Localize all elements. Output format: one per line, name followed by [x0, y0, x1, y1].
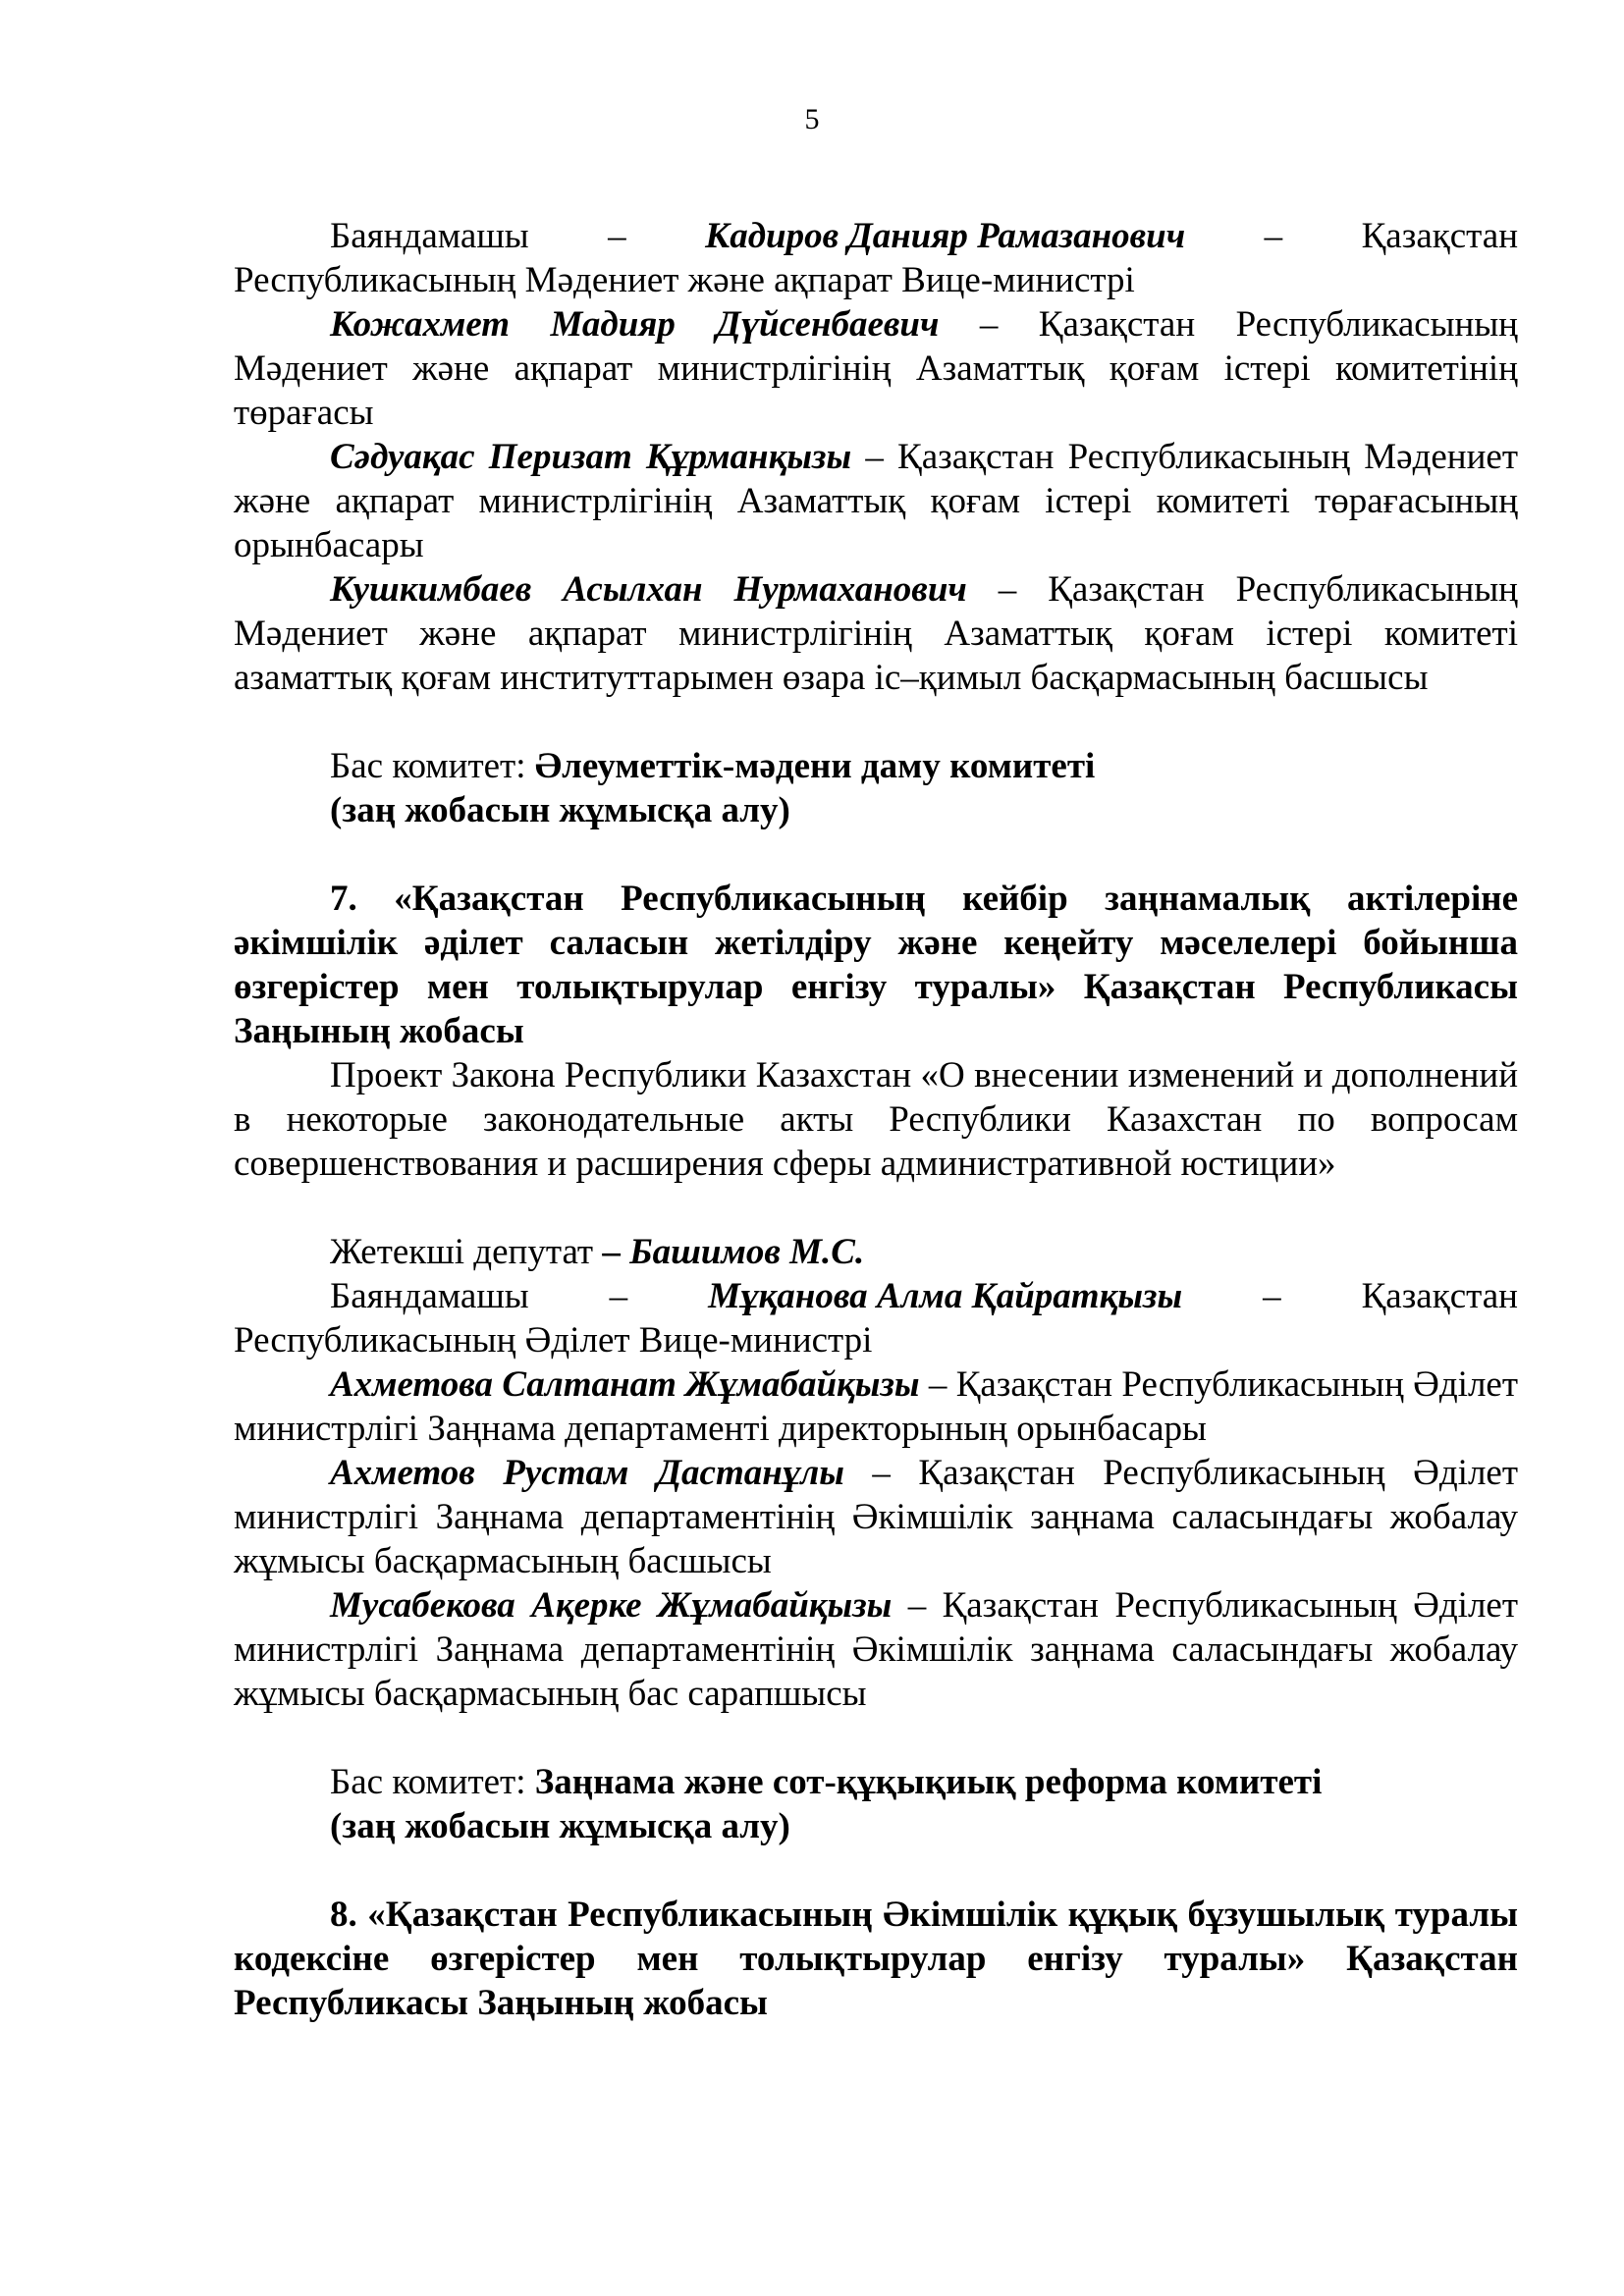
- lead-name: Башимов М.С.: [629, 1232, 865, 1272]
- speaker-dash-2: –: [1264, 216, 1283, 256]
- committee-name: Заңнама және сот-құқықиық реформа комитеті: [525, 1762, 1323, 1802]
- page-number: 5: [804, 103, 820, 135]
- speaker-dash: –: [609, 1276, 628, 1316]
- spacer: [234, 700, 1518, 744]
- speaker-dash: –: [608, 216, 626, 256]
- co-speaker-entry: [234, 1583, 1518, 1716]
- co-speaker-role: – Қазақстан Республикасының Мәдениет және ақпарат министрлігінің Азаматтық қоғам істері комитеті азаматтық қоғам институттарымен өзара іс–қимыл басқармасының басшысы: [234, 569, 1518, 698]
- lead-dash: –: [593, 1232, 630, 1272]
- spacer: [234, 1186, 1518, 1230]
- speaker-label: Баяндамашы: [330, 216, 529, 256]
- section-8-title: 8. «Қазақстан Республикасының Әкімшілік құқық бұзушылық туралы кодексіне өзгерістер мен толықтырулар енгізу туралы» Қазақстан Республикасы Заңының жобасы: [234, 1895, 1518, 2023]
- co-speaker-role: – Қазақстан Республикасының Әділет министрлігі Заңнама департаментінің Әкімшілік заңнама саласындағы жобалау жұмысы басқармасының басшысы: [234, 1453, 1518, 1581]
- co-speaker-role: – Қазақстан Республикасының Мәдениет және ақпарат министрлігінің Азаматтық қоғам істері комитетінің төрағасы: [234, 304, 1518, 433]
- co-speaker-role: – Қазақстан Республикасының Әділет министрлігі Заңнама департаменті директорының орынбасары: [234, 1364, 1518, 1449]
- lead-label: Жетекші депутат: [330, 1232, 594, 1272]
- committee-note: (заң жобасын жұмысқа алу): [330, 790, 790, 830]
- co-speaker-name: Сәдуақас Перизат Құрманқызы: [330, 437, 852, 477]
- speaker-org-rest: Республикасының Әділет Вице-министрі: [234, 1320, 873, 1361]
- speaker-name: Мұқанова Алма Қайратқызы: [708, 1276, 1183, 1316]
- committee-label: Бас комитет: [330, 746, 516, 786]
- co-speaker-name: Кожахмет Мадияр Дүйсенбаевич: [330, 304, 940, 345]
- committee-note: (заң жобасын жұмысқа алу): [330, 1806, 790, 1846]
- document-body: [234, 214, 1518, 2025]
- co-speaker-name: Ахметова Салтанат Жұмабайқызы: [330, 1364, 920, 1405]
- speaker-name: Кадиров Данияр Рамазанович: [705, 216, 1186, 256]
- speaker-org-rest: Республикасының Мәдениет және ақпарат Вице-министрі: [234, 260, 1135, 300]
- co-speaker-entry: [234, 567, 1518, 700]
- section-7-russian-title: Проект Закона Республики Казахстан «О внесении изменений и дополнений в некоторые законодательные акты Республики Казахстан по вопросам совершенствования и расширения сферы административной юстиции»: [234, 1055, 1518, 1184]
- co-speaker-name: Мусабекова Ақерке Жұмабайқызы: [330, 1585, 893, 1626]
- speaker-line-6: [234, 214, 1518, 258]
- co-speaker-role: – Қазақстан Республикасының Әділет министрлігі Заңнама департаментінің Әкімшілік заңнама саласындағы жобалау жұмысы басқармасының бас сарапшысы: [234, 1585, 1518, 1714]
- committee-name: Әлеуметтік-мәдени даму комитеті: [525, 746, 1096, 786]
- co-speaker-entry: [234, 302, 1518, 435]
- speaker-label: Баяндамашы: [330, 1276, 529, 1316]
- spacer: [234, 1848, 1518, 1893]
- speaker-org-start: Қазақстан: [1361, 216, 1518, 256]
- co-speaker-name: Кушкимбаев Асылхан Нурмаханович: [330, 569, 967, 610]
- committee-colon: :: [515, 1762, 526, 1802]
- co-speaker-entry: [234, 1362, 1518, 1451]
- co-speaker-entry: [234, 1451, 1518, 1583]
- speaker-org-start: Қазақстан: [1361, 1276, 1518, 1316]
- co-speaker-name: Ахметов Рустам Дастанұлы: [330, 1453, 844, 1493]
- speaker-dash-2: –: [1263, 1276, 1281, 1316]
- speaker-line-7: [234, 1274, 1518, 1318]
- spacer: [234, 832, 1518, 877]
- lead-deputy: [234, 1230, 1518, 1274]
- co-speaker-role: – Қазақстан Республикасының Мәдениет және ақпарат министрлігінің Азаматтық қоғам істері комитеті төрағасының орынбасары: [234, 437, 1519, 565]
- section-7-title: 7. «Қазақстан Республикасының кейбір заңнамалық актілеріне әкімшілік әділет саласын жетілдіру және кеңейту мәселелері бойынша өзгерістер мен толықтырулар енгізу туралы» Қазақстан Республикасы Заңының жобасы: [234, 879, 1518, 1051]
- committee-colon: :: [515, 746, 526, 786]
- main-committee-6: [234, 744, 1518, 788]
- co-speaker-entry: [234, 435, 1518, 567]
- committee-label: Бас комитет: [330, 1762, 516, 1802]
- spacer: [234, 1716, 1518, 1760]
- main-committee-7: [234, 1760, 1518, 1804]
